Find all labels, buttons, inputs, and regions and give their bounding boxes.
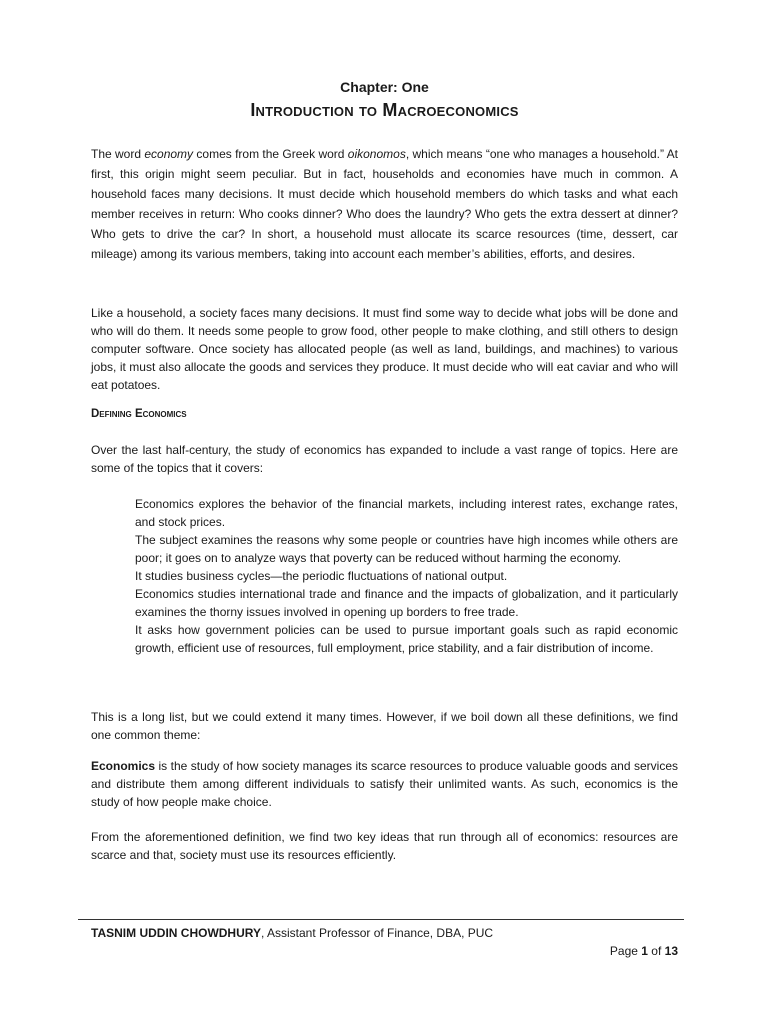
definition-paragraph: Economics is the study of how society manages its scarce resources to produce valuable goods and services and distribute them among different individuals to satisfy their unlimited wants. As such, economics is the study of how people make choice. bbox=[91, 759, 678, 809]
definition-term: Economics bbox=[91, 759, 156, 773]
term-economy: economy bbox=[144, 147, 194, 161]
term-oikonomos: oikonomos bbox=[347, 147, 406, 161]
author-affiliation: , Assistant Professor of Finance, DBA, PUC bbox=[261, 926, 494, 940]
intro-paragraph: The word economy comes from the Greek word oikonomos, which means “one who manages a household.” At first, this origin might seem peculiar. But in fact, households and economies have much in common. A household faces many decisions. It must decide which household members do which tasks and what each member receives in return: Who cooks dinner? Who does the laundry? Who gets the extra dessert at dinner? Who gets to drive the car? In short, a household must allocate its scarce resources (time, dessert, car mileage) among its various members, taking into account each member’s abilities, efforts, and desires. bbox=[91, 147, 678, 261]
topics-list bbox=[135, 495, 678, 657]
common-theme-paragraph: This is a long list, but we could extend it many times. However, if we boil down all these definitions, we find one common theme: bbox=[91, 710, 678, 742]
society-paragraph: Like a household, a society faces many decisions. It must find some way to decide what jobs will be done and who will do them. It needs some people to grow food, other people to make clothing, and still others to design computer software. Once society has allocated people (as well as land, buildings, and machines) to various jobs, it must also allocate the goods and services they produce. It must decide who will eat caviar and who will eat potatoes. bbox=[91, 306, 678, 392]
key-ideas-paragraph: From the aforementioned definition, we find two key ideas that run through all of economics: resources are scarce and that, society must use its resources efficiently. bbox=[91, 830, 678, 862]
section-heading: Defining Economics bbox=[91, 408, 187, 420]
topics-intro-paragraph: Over the last half-century, the study of economics has expanded to include a vast range of topics. Here are some of the topics that it covers: bbox=[91, 443, 678, 475]
list-item: It asks how government policies can be used to pursue important goals such as rapid economic growth, efficient use of resources, full employment, price stability, and a fair distribution of income. bbox=[135, 623, 678, 655]
list-item: The subject examines the reasons why some people or countries have high incomes while others are poor; it goes on to analyze ways that poverty can be reduced without harming the economy. bbox=[135, 533, 678, 565]
list-item: Economics studies international trade and finance and the impacts of globalization, and it particularly examines the thorny issues involved in opening up borders to free trade. bbox=[135, 587, 678, 619]
footer-divider bbox=[78, 919, 684, 920]
author-name: TASNIM UDDIN CHOWDHURY bbox=[91, 926, 261, 940]
list-item: Economics explores the behavior of the financial markets, including interest rates, exchange rates, and stock prices. bbox=[135, 497, 678, 529]
chapter-label: Chapter: One bbox=[340, 79, 429, 95]
list-item: It studies business cycles—the periodic fluctuations of national output. bbox=[135, 569, 508, 583]
page-number: Page 1 of 13 bbox=[609, 944, 678, 958]
footer-author-line bbox=[91, 926, 493, 940]
chapter-title: Introduction to Macroeconomics bbox=[250, 100, 519, 120]
